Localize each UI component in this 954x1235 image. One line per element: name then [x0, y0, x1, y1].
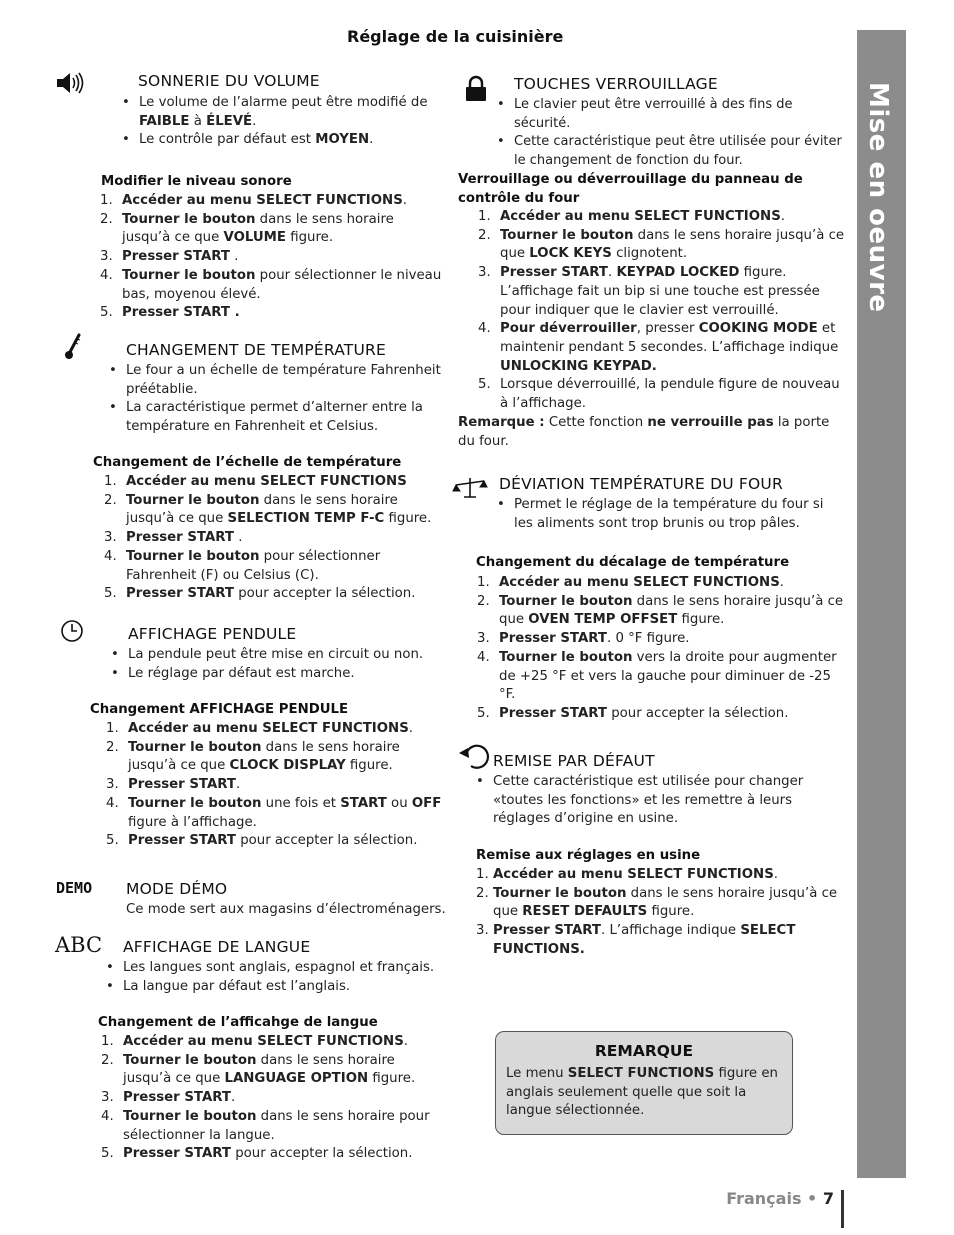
- list-item: 2. Tourner le bouton dans le sens horaire jusqu’à ce que SELECTION TEMP F-C figure.: [104, 492, 432, 527]
- temperature-title: CHANGEMENT DE TEMPÉRATURE: [126, 341, 386, 359]
- volume-title: SONNERIE DU VOLUME: [138, 72, 320, 90]
- padlock-icon: [464, 75, 488, 102]
- list-item: • Le volume de l’alarme peut être modifié de FAIBLE à ÉLEVÉ.: [139, 94, 439, 131]
- clock-bullets: [128, 646, 444, 683]
- lock-bullets: [514, 96, 844, 170]
- list-item: 1. Accéder au menu SELECT FUNCTIONS.: [106, 721, 414, 736]
- demo-title: MODE DÉMO: [126, 880, 228, 898]
- list-item: 1. Accéder au menu SELECT FUNCTIONS.: [101, 1034, 409, 1049]
- side-tab: [857, 30, 906, 1178]
- demo-text: Ce mode sert aux magasins d’électroménagers.: [126, 902, 446, 917]
- list-item: 2. Tourner le bouton dans le sens horaire jusqu’à ce que VOLUME figure.: [100, 211, 394, 246]
- list-item: 2. Tourner le bouton dans le sens horaire jusqu’à ce que LOCK KEYS clignotent.: [478, 227, 845, 262]
- list-item: 4. Tourner le bouton vers la droite pour augmenter de +25 °F et vers la gauche pour diminuer de -25 °F.: [477, 649, 837, 703]
- page-title: Réglage de la cuisinière: [347, 27, 564, 46]
- volume-bullets: [139, 94, 439, 150]
- list-item: 2. Tourner le bouton dans le sens horaire jusqu’à ce que RESET DEFAULTS figure.: [476, 885, 838, 920]
- list-item: 3. Presser START.: [106, 777, 241, 793]
- offset-subheading: Changement du décalage de température: [476, 555, 790, 570]
- list-item: • Le clavier peut être verrouillé à des fins de sécurité.: [514, 96, 844, 133]
- page-number: 7: [822, 1189, 834, 1208]
- language-subheading: Changement de l’afficahge de langue: [98, 1015, 378, 1030]
- language-steps: [101, 1033, 445, 1164]
- language-title: AFFICHAGE DE LANGUE: [123, 938, 311, 956]
- volume-steps: [100, 192, 442, 323]
- side-tab-label: Mise en oeuvre: [863, 82, 893, 313]
- remark-title: REMARQUE: [594, 1042, 694, 1060]
- list-item: 2. Tourner le bouton dans le sens horaire jusqu’à ce que OVEN TEMP OFFSET figure.: [477, 593, 844, 628]
- list-item: 3. Presser START. 0 °F figure.: [477, 631, 690, 647]
- lock-title: TOUCHES VERROUILLAGE: [514, 75, 718, 93]
- language-bullets: [123, 959, 443, 996]
- list-item: 3. Presser START .: [100, 249, 239, 265]
- list-item: 2. Tourner le bouton dans le sens horaire jusqu’à ce que LANGUAGE OPTION figure.: [101, 1052, 416, 1087]
- list-item: • La caractéristique permet d’alterner entre la température en Fahrenheit et Celsius.: [126, 399, 442, 436]
- volume-subheading: Modifier le niveau sonore: [101, 174, 292, 189]
- reset-title: REMISE PAR DÉFAUT: [493, 752, 655, 770]
- temperature-subheading: Changement de l’échelle de température: [93, 455, 402, 470]
- footer-separator: •: [807, 1189, 818, 1208]
- list-item: 1. Accéder au menu SELECT FUNCTIONS.: [478, 209, 786, 224]
- list-item: 5. Presser START pour accepter la sélection.: [104, 586, 416, 602]
- list-item: 5. Presser START .: [100, 305, 240, 321]
- clock-subheading: Changement AFFICHAGE PENDULE: [90, 702, 349, 717]
- list-item: • La pendule peut être mise en circuit ou non.: [128, 646, 444, 665]
- list-item: 3. Presser START .: [104, 530, 243, 546]
- lock-note: Remarque : Cette fonction ne verrouille pas la porte du four.: [458, 415, 830, 449]
- list-item: • Le contrôle par défaut est MOYEN.: [139, 131, 439, 150]
- reset-bullets: [493, 773, 843, 829]
- reset-arrow-icon: [457, 742, 493, 772]
- footer-divider: [841, 1190, 844, 1228]
- temperature-bullets: [126, 362, 442, 436]
- list-item: 1. Accéder au menu SELECT FUNCTIONS.: [100, 193, 408, 208]
- offset-steps: [477, 574, 844, 724]
- list-item: • Cette caractéristique est utilisée pour changer «toutes les fonctions» et les remettre à leurs réglages d’origine en usine.: [493, 773, 843, 829]
- list-item: • Cette caractéristique peut être utilisée pour éviter le changement de fonction du four.: [514, 133, 844, 170]
- temperature-steps: [104, 473, 442, 604]
- list-item: • Permet le réglage de la température du four si les aliments sont trop brunis ou trop pâles.: [514, 496, 844, 533]
- clock-icon: [59, 619, 85, 643]
- remark-text: Le menu SELECT FUNCTIONS figure en anglais seulement quelle que soit la langue sélectionnée.: [506, 1066, 778, 1119]
- list-item: • Le réglage par défaut est marche.: [128, 665, 444, 684]
- list-item: 1. Accéder au menu SELECT FUNCTIONS.: [476, 867, 779, 882]
- list-item: 5. Presser START pour accepter la sélection.: [106, 833, 418, 849]
- balance-scale-icon: [452, 475, 488, 501]
- list-item: 4. Tourner le bouton pour sélectionner Fahrenheit (F) ou Celsius (C).: [104, 548, 381, 583]
- offset-title: DÉVIATION TEMPÉRATURE DU FOUR: [499, 475, 783, 493]
- clock-title: AFFICHAGE PENDULE: [128, 625, 297, 643]
- clock-steps: [106, 720, 444, 851]
- language-icon: ABC: [55, 933, 103, 957]
- page-footer: [726, 1189, 834, 1208]
- demo-icon: DEMO: [56, 879, 93, 897]
- list-item: 2. Tourner le bouton dans le sens horaire jusqu’à ce que CLOCK DISPLAY figure.: [106, 739, 400, 774]
- speaker-icon: [55, 71, 87, 95]
- reset-subheading: Remise aux réglages en usine: [476, 848, 701, 863]
- list-item: 5. Presser START pour accepter la sélection.: [477, 705, 789, 721]
- footer-language: Français: [726, 1189, 802, 1208]
- list-item: 4. Tourner le bouton une fois et START ou OFF figure à l’affichage.: [106, 795, 442, 830]
- list-item: 3. Presser START. KEYPAD LOCKED figure. L’affichage fait un bip si une touche est pressée pour indiquer que le clavier est verrouillé.: [478, 265, 820, 318]
- remark-box: [495, 1031, 793, 1135]
- list-item: • La langue par défaut est l’anglais.: [123, 978, 443, 997]
- list-item: 3. Presser START. L’affichage indique SELECT FUNCTIONS.: [476, 923, 796, 957]
- offset-bullets: [514, 496, 844, 533]
- thermometer-icon: [64, 333, 84, 361]
- reset-steps: [476, 866, 843, 960]
- list-item: 4. Tourner le bouton dans le sens horaire pour sélectionner la langue.: [101, 1108, 430, 1143]
- list-item: 5. Lorsque déverrouillé, la pendule figure de nouveau à l’affichage.: [478, 377, 840, 412]
- lock-steps: [478, 208, 845, 414]
- list-item: 1. Accéder au menu SELECT FUNCTIONS: [104, 474, 407, 489]
- lock-subheading: Verrouillage ou déverrouillage du panneau de contrôle du four: [458, 172, 803, 206]
- list-item: 3. Presser START.: [101, 1090, 236, 1106]
- list-item: • Le four a un échelle de température Fahrenheit préétablie.: [126, 362, 442, 399]
- list-item: 5. Presser START pour accepter la sélection.: [101, 1146, 413, 1162]
- list-item: 4. Tourner le bouton pour sélectionner le niveau bas, moyenou élevé.: [100, 267, 442, 302]
- list-item: 1. Accéder au menu SELECT FUNCTIONS.: [477, 575, 785, 590]
- list-item: 4. Pour déverrouiller, presser COOKING MODE et maintenir pendant 5 secondes. L’affichage indique UNLOCKING KEYPAD.: [478, 321, 839, 374]
- list-item: • Les langues sont anglais, espagnol et français.: [123, 959, 443, 978]
